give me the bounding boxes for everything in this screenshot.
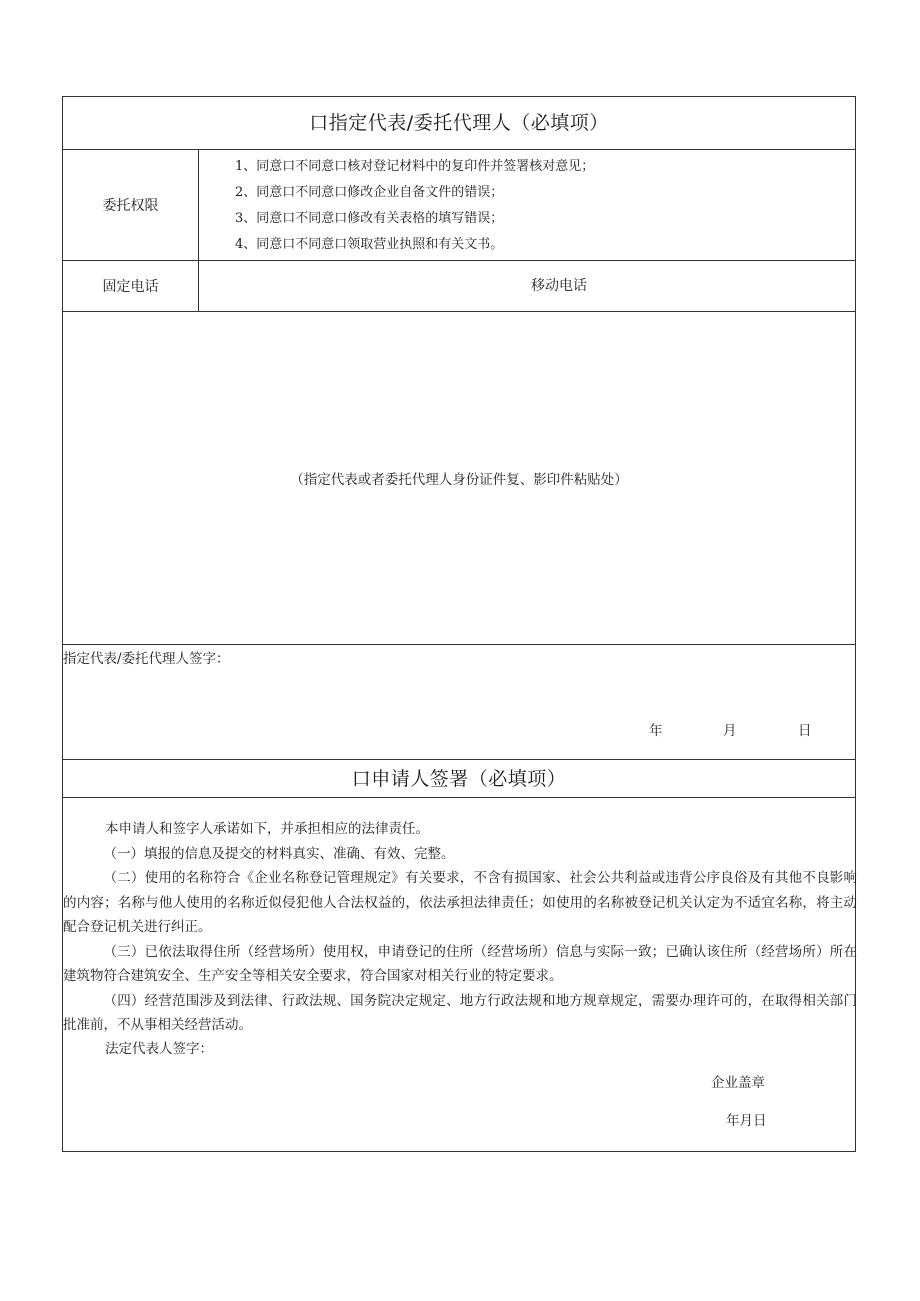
date-year: 年 [649, 723, 663, 739]
representative-signature-row [63, 645, 855, 760]
legal-rep-signature-label[interactable]: 法定代表人签字： [105, 1041, 213, 1057]
phone-row [63, 261, 855, 312]
commitment-item: （二）使用的名称符合《企业名称登记管理规定》有关要求，不含有损国家、社会公共利益或违背公序良俗及有其他不良影响的内容；名称与他人使用的名称近似侵犯他人合法权益的，依法承担法律责任；如使用的名称被登记机关认定为不适宜名称，将主动配合登记机关进行纠正。 [63, 870, 857, 935]
date-month: 月 [723, 723, 737, 739]
id-paste-area [63, 312, 855, 645]
permission-item[interactable]: 2、同意口不同意口修改企业自备文件的错误； [235, 185, 504, 200]
company-seal-label: 企业盖章 [711, 1075, 765, 1091]
representative-signature-label[interactable]: 指定代表/委托代理人签字： [63, 651, 230, 667]
date-day: 日 [798, 723, 812, 739]
permission-label: 委托权限 [63, 150, 199, 260]
designated-representative-header [63, 97, 855, 150]
id-paste-note: （指定代表或者委托代理人身份证件复、影印件粘贴处） [290, 472, 628, 488]
permission-item[interactable]: 1、同意口不同意口核对登记材料中的复印件并签署核对意见； [235, 159, 595, 174]
commitment-intro: 本申请人和签字人承诺如下，并承担相应的法律责任。 [105, 821, 429, 837]
commitment-section [63, 798, 855, 1153]
commitment-item: （一）填报的信息及提交的材料真实、准确、有效、完整。 [103, 845, 455, 862]
permission-list [235, 154, 594, 258]
commitment-item: （四）经营范围涉及到法律、行政法规、国务院决定规定、地方行政法规和地方规章规定，需要办理许可的，在取得相关部门批准前，不从事相关经营活动。 [63, 992, 857, 1033]
commitment-item: （三）已依法取得住所（经营场所）使用权，申请登记的住所（经营场所）信息与实际一致；已确认该住所（经营场所）所在建筑物符合建筑安全、生产安全等相关安全要求，符合国家对相关行业的特定要求。 [63, 943, 857, 984]
applicant-signature-header [63, 760, 855, 798]
permission-row [63, 150, 855, 261]
registration-form [62, 96, 856, 1152]
permission-item[interactable]: 4、同意口不同意口领取营业执照和有关文书。 [235, 237, 504, 252]
permission-item[interactable]: 3、同意口不同意口修改有关表格的填写错误； [235, 211, 504, 226]
landline-label: 固定电话 [63, 261, 199, 311]
section-title: 口指定代表/委托代理人（必填项） [309, 112, 609, 134]
signing-date: 年月日 [726, 1113, 767, 1129]
section-title: 口申请人签署（必填项） [351, 768, 567, 790]
mobile-label: 移动电话 [531, 278, 587, 294]
